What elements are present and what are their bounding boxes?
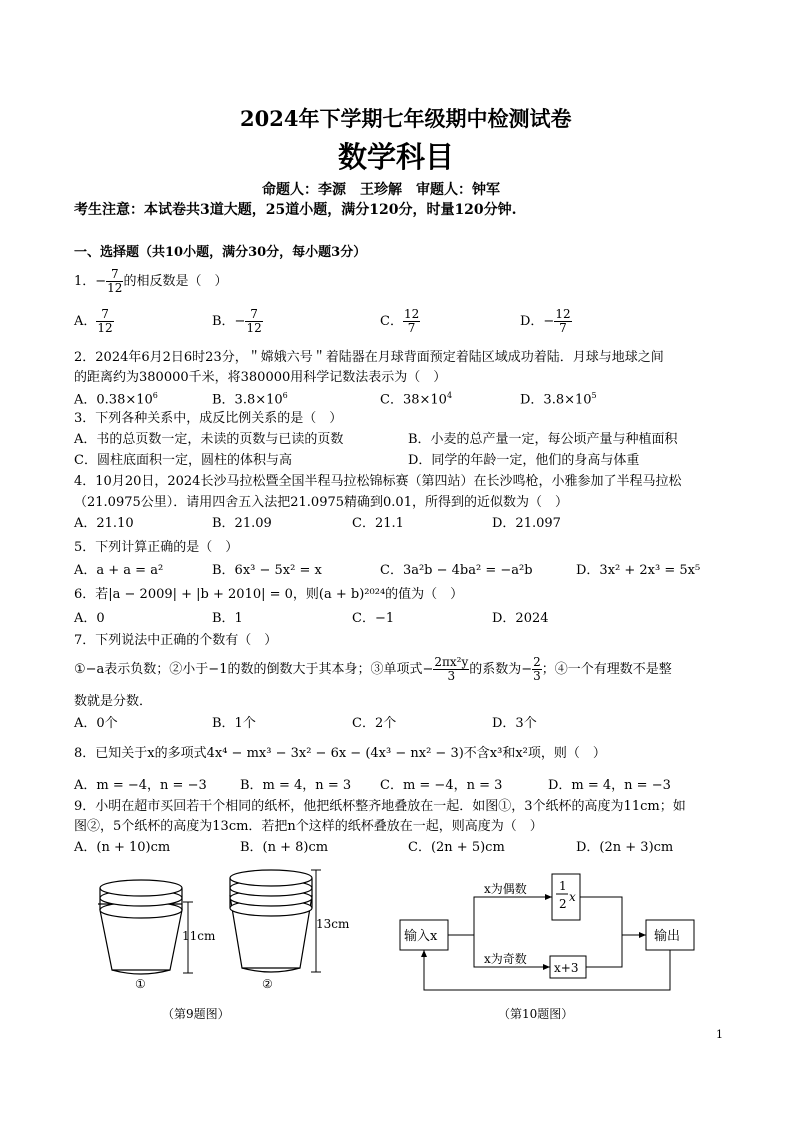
q6-option-c: C．−1 — [352, 611, 395, 626]
question-9-line1: 9．小明在超市买回若干个相同的纸杯，他把纸杯整齐地叠放在一起．如图①，3个纸杯的高度为11cm；如 — [74, 799, 686, 814]
q9-option-d: D．(2n + 3)cm — [576, 840, 674, 855]
q4-option-a: A．21.10 — [74, 516, 134, 531]
question-9-line2: 图②，5个纸杯的高度为13cm．若把n个这样的纸杯叠放在一起，则高度为（ ） — [74, 819, 543, 834]
q2-option-c: C．$38\times 10^4$ — [380, 391, 453, 408]
q5-option-c: C．3a²b − 4ba² = −a²b — [380, 563, 533, 578]
q8-option-d: D．m = 4，n = −3 — [548, 778, 671, 793]
q7-option-d: D．3个 — [492, 716, 537, 731]
even-label: x为偶数 — [484, 882, 527, 896]
input-label: 输入x — [404, 929, 438, 944]
q6-option-a: A．0 — [74, 611, 105, 626]
fig9-label-1: ① — [135, 977, 146, 991]
question-1-stem: 1．− $\frac{7}{12}$ 的相反数是（ ） — [74, 267, 228, 296]
q1-option-c: C． $\frac{12}{7}$ — [380, 307, 420, 336]
q4-option-d: D．21.097 — [492, 516, 561, 531]
figure-10-flowchart — [390, 870, 700, 1030]
question-4-line2: （21.0975公里）．请用四舍五入法把21.0975精确到0.01，所得到的近似数为（ ） — [74, 495, 568, 510]
output-label: 输出 — [654, 929, 681, 944]
section-heading: 一、选择题（共10小题，满分30分，每小题3分） — [74, 245, 367, 260]
question-7-line2: 数就是分数． — [74, 694, 153, 709]
question-7-stem: 7．下列说法中正确的个数有（ ） — [74, 633, 278, 648]
fig9-caption: （第9题图） — [162, 1007, 230, 1021]
q1-option-a: A． $\frac{7}{12}$ — [74, 307, 113, 336]
q7-option-a: A．0个 — [74, 716, 118, 731]
half-variable: x — [569, 890, 576, 904]
question-7-line1: ①−a表示负数；②小于−1的数的倒数大于其本身；③单项式− $\frac{\text{2πx²y}}{3}$ 的系数为− $\frac{2}{3}$ ；④一个有理数不是整 — [74, 655, 672, 684]
page-number: 1 — [716, 1028, 723, 1041]
q2-option-d: D．$3.8\times 10^5$ — [520, 391, 597, 408]
cup-stack-2 — [230, 870, 312, 972]
fig9-label-2: ② — [262, 977, 273, 991]
q8-option-c: C．m = −4，n = 3 — [380, 778, 503, 793]
q7-option-c: C．2个 — [352, 716, 397, 731]
plus3-label: x+3 — [554, 961, 579, 975]
question-8-stem: 8．已知关于x的多项式4x⁴ − mx³ − 3x² − 6x − (4x³ − nx² − 3)不含x³和x²项，则（ ） — [74, 746, 606, 761]
q2-option-a: A．$0.38\times 10^6$ — [74, 391, 158, 408]
odd-label: x为奇数 — [484, 952, 527, 966]
q7-option-b: B．1个 — [212, 716, 256, 731]
q3-option-c: C．圆柱底面积一定，圆柱的体积与高 — [74, 453, 292, 468]
q9-option-c: C．(2n + 5)cm — [408, 840, 505, 855]
fig9-height-1: 11cm — [182, 929, 216, 943]
q4-option-c: C．21.1 — [352, 516, 404, 531]
cup-stack-1 — [98, 880, 182, 974]
question-5-stem: 5．下列计算正确的是（ ） — [74, 540, 239, 555]
fig10-caption: （第10题图） — [498, 1007, 574, 1021]
q5-option-b: B．6x³ − 5x² = x — [212, 563, 322, 578]
figure-9-cups — [80, 860, 380, 1030]
q3-option-d: D．同学的年龄一定，他们的身高与体重 — [408, 453, 640, 468]
q5-option-a: A．a + a = a² — [74, 563, 164, 578]
exam-notice: 考生注意：本试卷共3道大题，25道小题，满分120分，时量120分钟. — [74, 202, 517, 218]
question-6-stem: 6．若|a − 2009| + |b + 2010| = 0，则(a + b)²⁰²⁴的值为（ ） — [74, 587, 464, 602]
q3-option-b: B．小麦的总产量一定，每公顷产量与种植面积 — [408, 432, 678, 447]
question-2-line2: 的距离约为380000千米，将380000用科学记数法表示为（ ） — [74, 370, 447, 385]
question-4-line1: 4．10月20日，2024长沙马拉松暨全国半程马拉松锦标赛（第四站）在长沙鸣枪，小雅参加了半程马拉松 — [74, 474, 682, 489]
q3-option-a: A．书的总页数一定，未读的页数与已读的页数 — [74, 432, 344, 447]
q4-option-b: B．21.09 — [212, 516, 272, 531]
authors-line: 命题人：李源 王珍解 审题人：钟军 — [262, 182, 500, 198]
q2-option-b: B．$3.8\times 10^6$ — [212, 391, 288, 408]
half-denominator: 2 — [559, 897, 567, 911]
question-2-line1: 2．2024年6月2日6时23分，＂嫦娥六号＂着陆器在月球背面预定着陆区域成功着陆．月球与地球之间 — [74, 350, 664, 365]
q6-option-b: B．1 — [212, 611, 243, 626]
q1-option-d: D．− $\frac{12}{7}$ — [520, 307, 571, 336]
subject-title: 数学科目 — [338, 140, 455, 174]
q8-option-a: A．m = −4，n = −3 — [74, 778, 207, 793]
q9-option-a: A．(n + 10)cm — [74, 840, 171, 855]
fig9-height-2: 13cm — [316, 917, 350, 931]
q5-option-d: D．3x² + 2x³ = 5x⁵ — [576, 563, 701, 578]
question-3-stem: 3．下列各种关系中，成反比例关系的是（ ） — [74, 411, 343, 426]
exam-title: 2024年下学期七年级期中检测试卷 — [240, 106, 572, 131]
q9-option-b: B．(n + 8)cm — [240, 840, 329, 855]
q1-option-b: B．− $\frac{7}{12}$ — [212, 307, 262, 336]
q8-option-b: B．m = 4，n = 3 — [240, 778, 352, 793]
half-numerator: 1 — [559, 879, 567, 893]
q6-option-d: D．2024 — [492, 611, 549, 626]
